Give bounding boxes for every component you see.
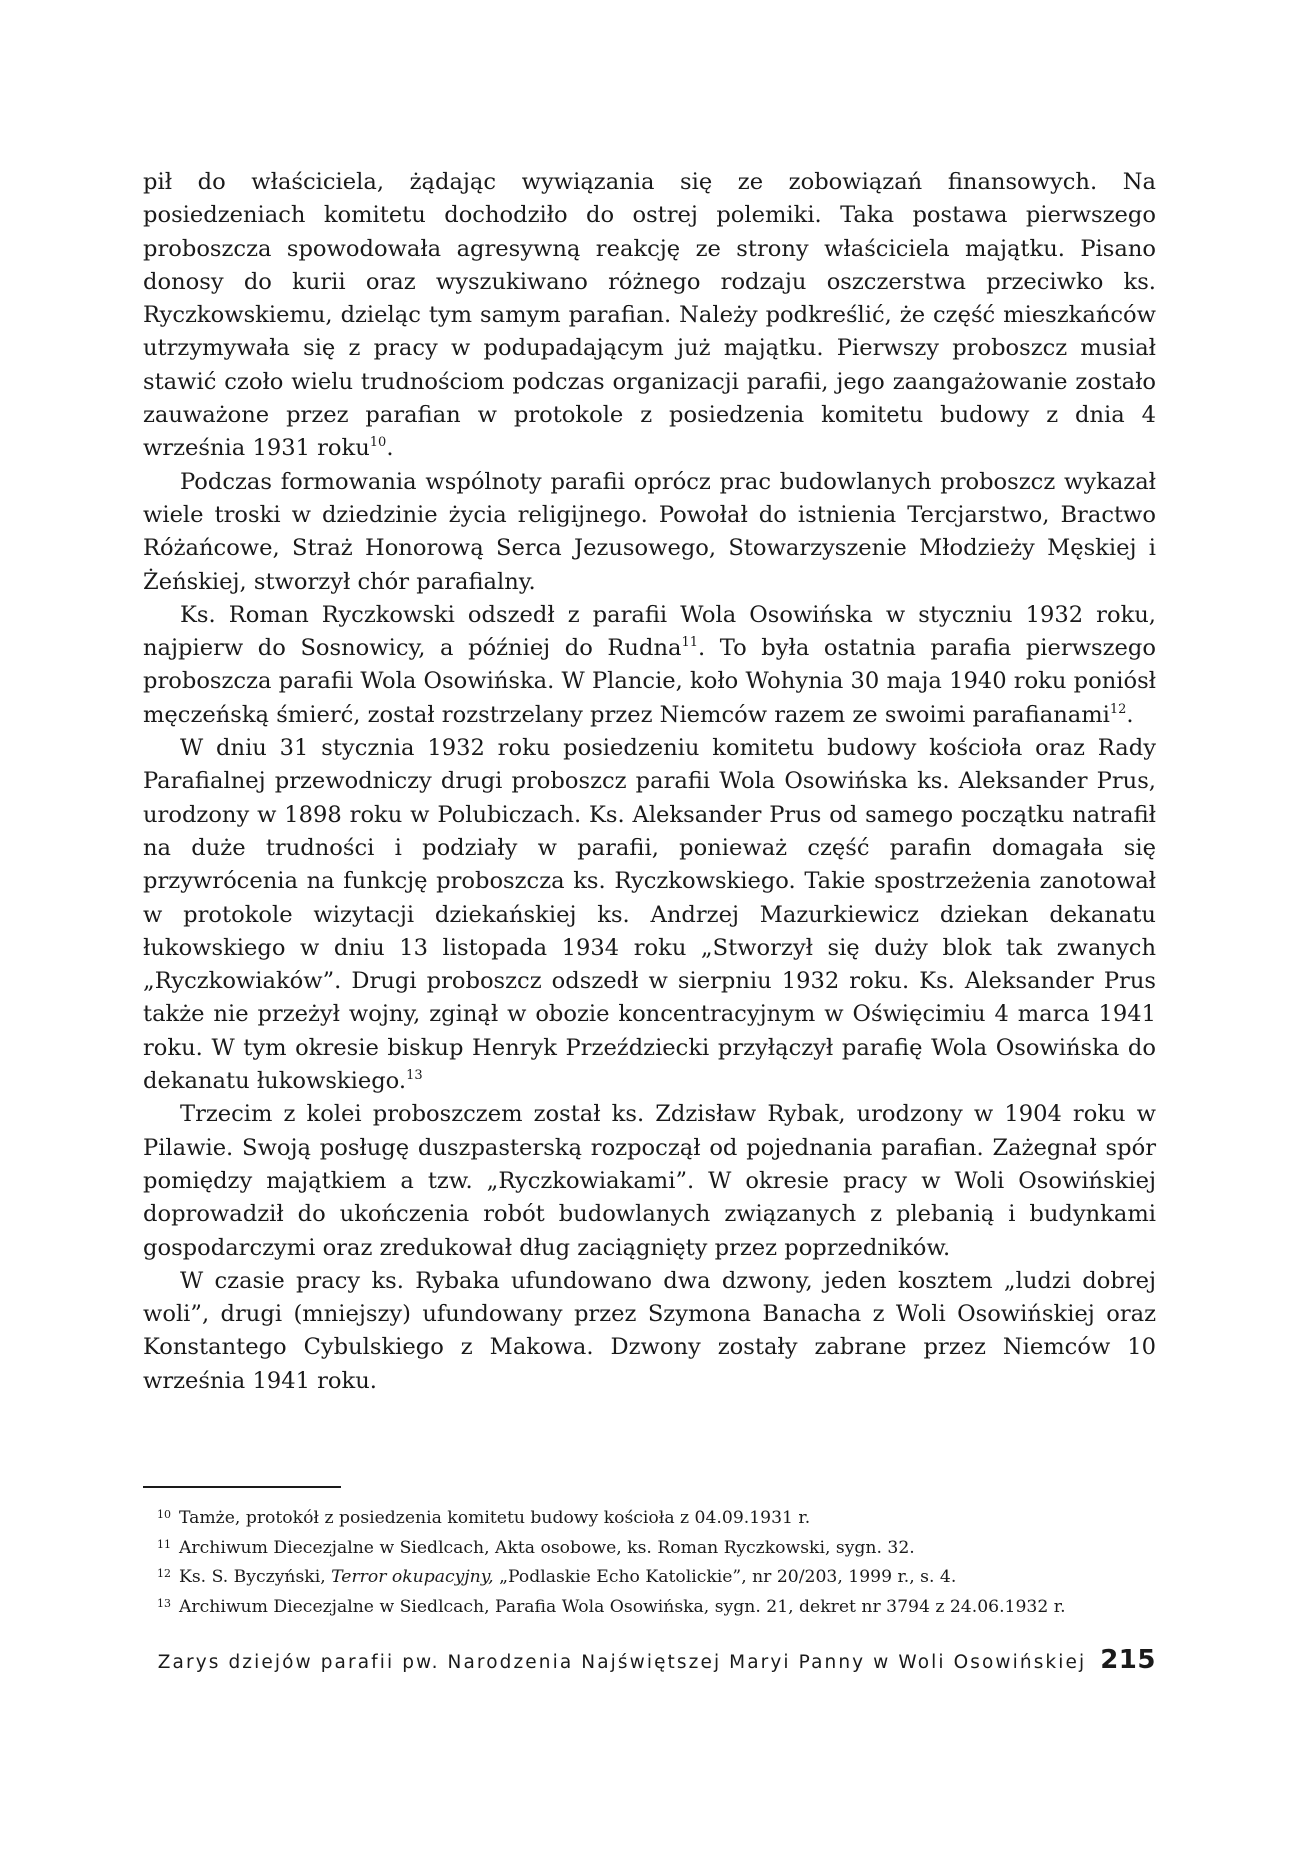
paragraph-text: Ks. Roman Ryczkowski odszedł z parafii Wola Osowińska w styczniu 1932 roku, najpierw do Sosnowicy, a później do Rudna <box>143 601 1156 662</box>
paragraph-text: pił do właściciela, żądając wywiązania się ze zobowiązań finansowych. Na posiedzeniach komitetu dochodziło do ostrej polemiki. Taka postawa pierwszego proboszcza spowodowała agresywną reakcję ze strony właściciela majątku. Pisano donosy do kurii oraz wyszukiwano różnego rodzaju oszczerstwa przeciwko ks. Ryczkowskiemu, dzieląc tym samym parafian. Należy podkreślić, że część mieszkańców utrzymywała się z pracy w podupadającym już majątku. Pierwszy proboszcz musiał stawić czoło wielu trudnościom podczas organizacji parafii, jego zaangażowanie zostało zauważone przez parafian w protokole z posiedzenia komitetu budowy z dnia 4 września 1931 roku <box>143 169 1156 462</box>
footnote-ref: 11 <box>681 635 699 651</box>
paragraph-text: W dniu 31 stycznia 1932 roku posiedzeniu komitetu budowy kościoła oraz Rady Parafialnej przewodniczy drugi proboszcz parafii Wola Osowińska ks. Aleksander Prus, urodzony w 1898 roku w Polubiczach. Ks. Aleksander Prus od samego początku natrafił na duże trudności i podziały w parafii, ponieważ część parafin domagała się przywrócenia na funkcję proboszcza ks. Ryczkowskiego. Takie spostrzeżenia zanotował w protokole wizytacji dziekańskiej ks. Andrzej Mazurkiewicz dziekan dekanatu łukowskiego w dniu 13 listopada 1934 roku „Stworzył się duży blok tak zwanych „Ryczkowiaków”. Drugi proboszcz odszedł w sierpniu 1932 roku. Ks. Aleksander Prus także nie przeżył wojny, zginął w obozie koncentracyjnym w Oświęcimiu 4 marca 1941 roku. W tym okresie biskup Henryk Przeździecki przyłączył parafię Wola Osowińska do dekanatu łukowskiego. <box>143 735 1156 1095</box>
footnote-ref: 13 <box>406 1068 423 1084</box>
footnote-text: Archiwum Diecezjalne w Siedlcach, Parafia Wola Osowińska, sygn. 21, dekret nr 3794 z 24.06.1932 r. <box>179 1596 1066 1617</box>
footnote <box>143 1502 1156 1532</box>
footnote-ref: 10 <box>369 435 387 451</box>
paragraph-text: . To była ostatnia parafia pierwszego proboszcza parafii Wola Osowińska. W Plancie, koło Wohynia 30 maja 1940 roku poniósł męczeńską śmierć, został rozstrzelany przez Niemców razem ze swoimi parafianami <box>143 635 1156 728</box>
footnote-number: 10 <box>157 1508 171 1521</box>
punctuation: . <box>1126 701 1134 728</box>
footnote-text: Ks. S. Byczyński, <box>179 1567 332 1587</box>
running-footer <box>143 1645 1156 1675</box>
footnote-number: 11 <box>157 1537 171 1551</box>
footnote-title: Terror okupacyjny, <box>331 1567 494 1587</box>
punctuation: . <box>386 435 394 462</box>
footnote-number: 12 <box>157 1567 171 1580</box>
paragraph <box>143 599 1156 732</box>
paragraph <box>143 166 1156 466</box>
footnote <box>143 1591 1156 1621</box>
paragraph: Podczas formowania wspólnoty parafii oprócz prac budowlanych proboszcz wykazał wiele troski w dziedzinie życia religijnego. Powołał do istnienia Tercjarstwo, Bractwo Różańcowe, Straż Honorową Serca Jezusowego, Stowarzyszenie Młodzieży Męskiej i Żeńskiej, stworzył chór parafialny. <box>143 468 1156 595</box>
footnote-text: Tamże, protokół z posiedzenia komitetu budowy kościoła z 04.09.1931 r. <box>179 1508 811 1528</box>
paragraph: W czasie pracy ks. Rybaka ufundowano dwa dzwony, jeden kosztem „ludzi dobrej woli”, drugi (mniejszy) ufundowany przez Szymona Banacha z Woli Osowińskiej oraz Konstantego Cybulskiego z Makowa. Dzwony zostały zabrane przez Niemców 10 września 1941 roku. <box>143 1267 1156 1394</box>
footnote-text: „Podlaskie Echo Katolickie”, nr 20/203, 1999 r., s. 4. <box>493 1567 957 1587</box>
footnote-text: Archiwum Diecezjalne w Siedlcach, Akta osobowe, ks. Roman Ryczkowski, sygn. 32. <box>179 1537 915 1558</box>
footnotes <box>143 1502 1156 1620</box>
paragraph <box>143 732 1156 1098</box>
running-title: Zarys dziejów parafii pw. Narodzenia Najświętszej Maryi Panny w Woli Osowińskiej <box>157 1652 1087 1673</box>
footnote-number: 13 <box>157 1596 171 1610</box>
page-number: 215 <box>1100 1645 1156 1675</box>
footnote-ref: 12 <box>1109 701 1127 717</box>
footnote <box>143 1532 1156 1562</box>
main-text <box>143 166 1156 1398</box>
footnote-separator <box>143 1486 341 1488</box>
footnote <box>143 1561 1156 1591</box>
paragraph: Trzecim z kolei proboszczem został ks. Zdzisław Rybak, urodzony w 1904 roku w Pilawie. Swoją posługę duszpasterską rozpoczął od pojednania parafian. Zażegnał spór pomiędzy majątkiem a tzw. „Ryczkowiakami”. W okresie pracy w Woli Osowińskiej doprowadził do ukończenia robót budowlanych związanych z plebanią i budynkami gospodarczymi oraz zredukował dług zaciągnięty przez poprzedników. <box>143 1101 1156 1261</box>
